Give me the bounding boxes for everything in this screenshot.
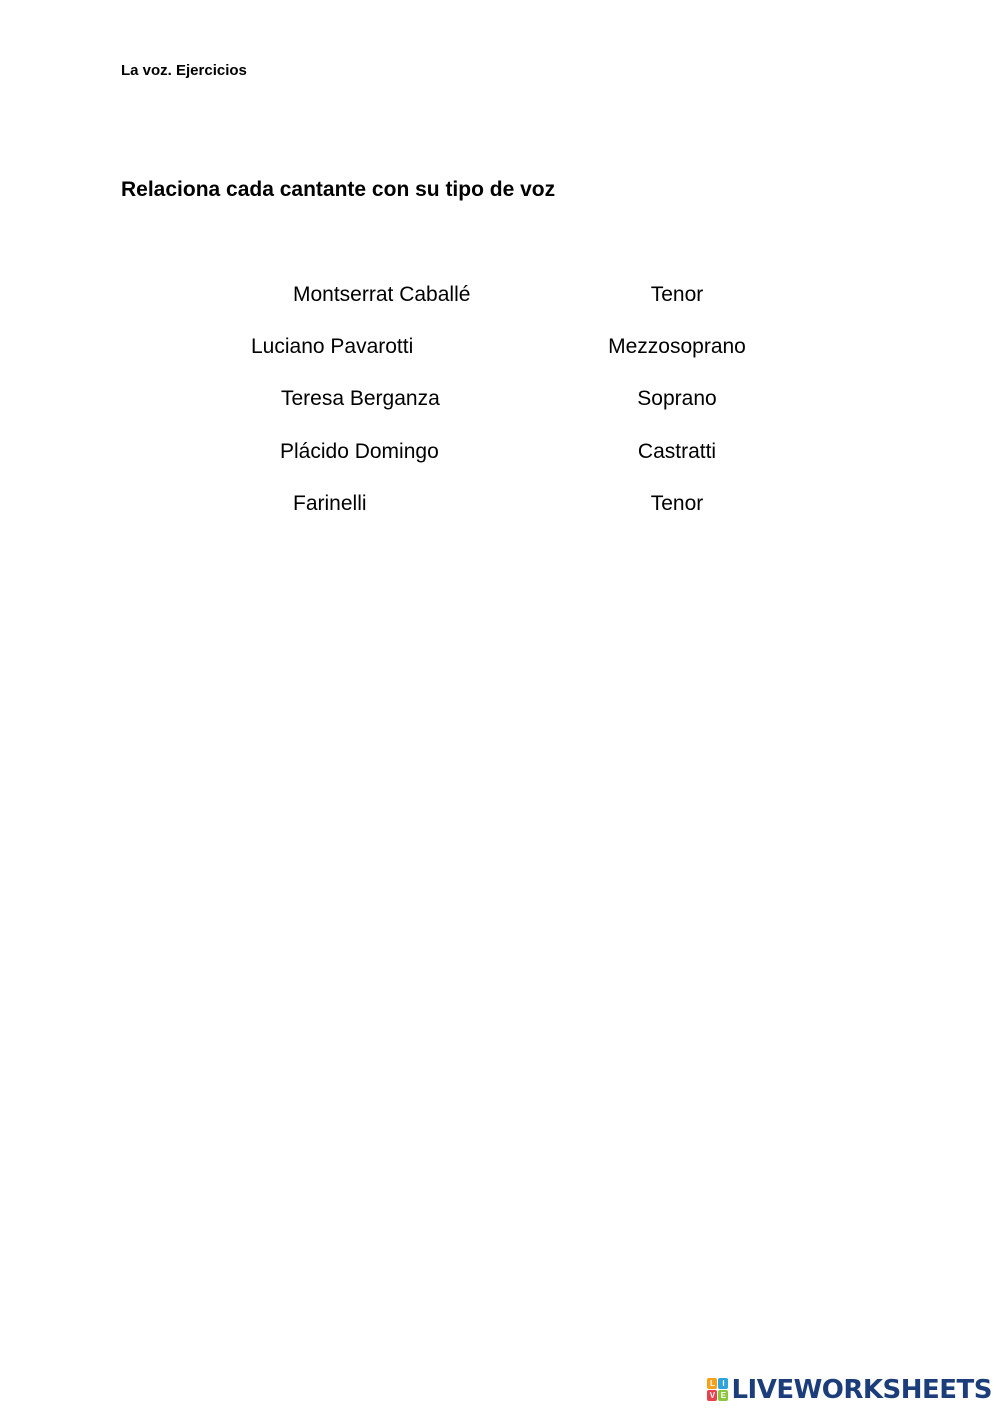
- singer-item: Montserrat Caballé: [293, 283, 471, 306]
- voice-type-item: Tenor: [650, 492, 704, 515]
- document-header: La voz. Ejercicios: [121, 62, 247, 79]
- singer-item: Teresa Berganza: [281, 387, 440, 410]
- voice-type-item: Castratti: [637, 440, 717, 463]
- voice-type-item: Mezzosoprano: [608, 335, 746, 358]
- liveworksheets-wordmark: LIVEWORKSHEETS: [731, 1375, 992, 1405]
- liveworksheets-logo: [707, 1375, 992, 1405]
- singer-item: Luciano Pavarotti: [251, 335, 414, 358]
- singer-item: Farinelli: [293, 492, 367, 515]
- voice-type-item: Tenor: [650, 283, 704, 306]
- singer-item: Plácido Domingo: [280, 440, 439, 463]
- liveworksheets-mark-icon: L I V E: [707, 1378, 729, 1402]
- voice-type-item: Soprano: [637, 387, 717, 410]
- exercise-instruction: Relaciona cada cantante con su tipo de voz: [121, 178, 556, 201]
